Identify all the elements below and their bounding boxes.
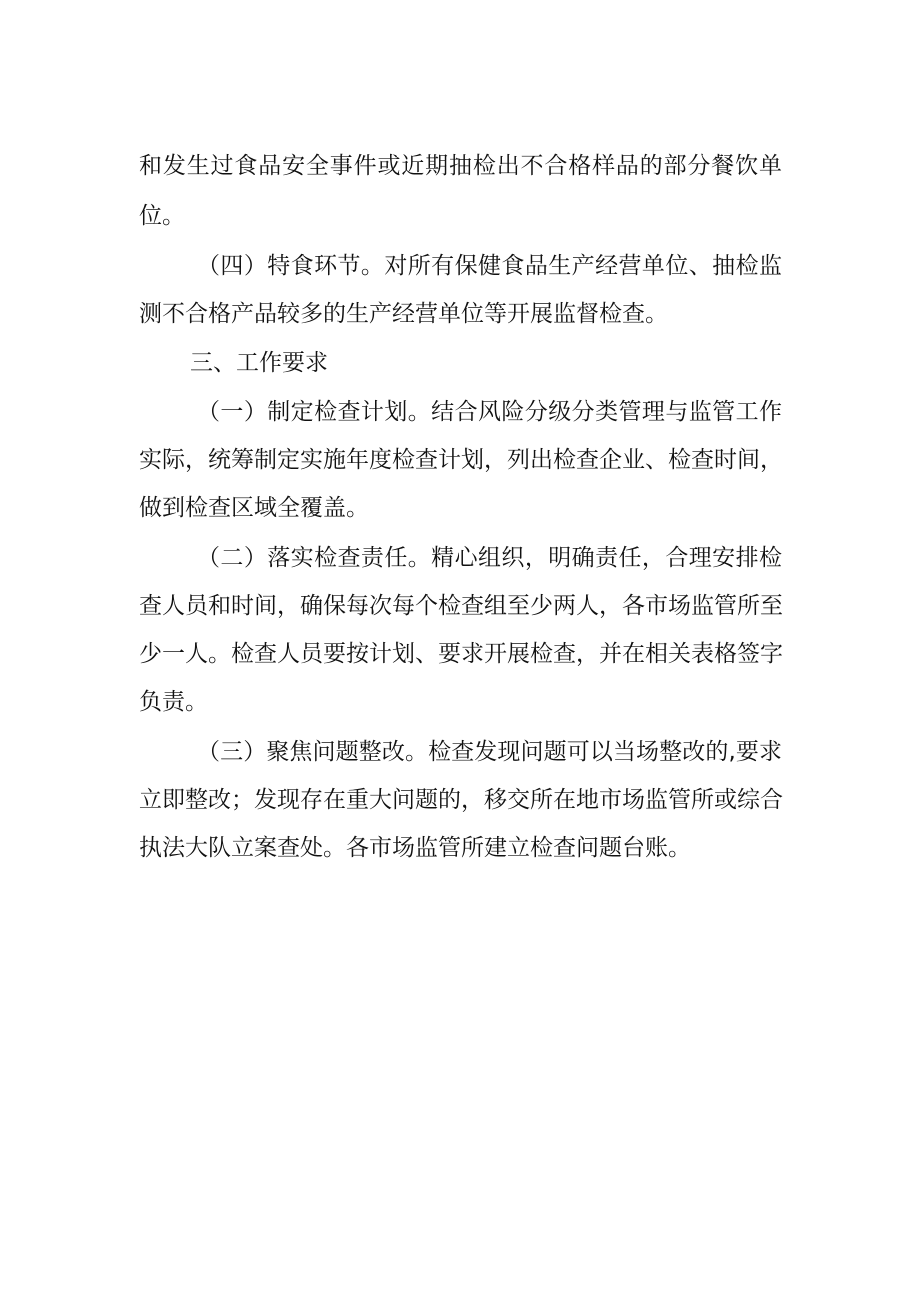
text-line-content: 执法大队立案查处。各市场监管所建立检查问题台账。 <box>139 835 691 861</box>
text-line <box>0 586 920 626</box>
text-line-content: （三）聚焦问题整改。检查发现问题可以当场整改的,要求 <box>197 739 782 765</box>
text-line-content: 做到检查区域全覆盖。 <box>139 495 369 521</box>
text-line-content: 和发生过食品安全事件或近期抽检出不合格样品的部分餐饮单 <box>139 153 782 179</box>
text-line <box>0 246 920 286</box>
text-line <box>0 294 920 334</box>
text-line-content: 立即整改；发现存在重大问题的，移交所在地市场监管所或综合 <box>139 787 783 813</box>
section-heading-text: 三、工作要求 <box>190 350 328 376</box>
text-line <box>0 634 920 674</box>
text-line <box>0 440 920 480</box>
text-line <box>0 196 920 236</box>
text-line-content: 查人员和时间，确保每次每个检查组至少两人，各市场监管所至 <box>139 593 783 619</box>
text-line-content: 实际，统筹制定实施年度检查计划，列出检查企业、检查时间， <box>139 447 783 473</box>
text-line <box>0 392 920 432</box>
text-line-content: 位。 <box>139 203 185 229</box>
text-line <box>0 682 920 722</box>
text-line <box>0 780 920 820</box>
text-line-content: （二）落实检查责任。精心组织，明确责任，合理安排检 <box>197 545 782 571</box>
section-heading <box>0 343 920 383</box>
text-line-content: 少一人。检查人员要按计划、要求开展检查，并在相关表格签字 <box>139 641 783 667</box>
text-line-content: 测不合格产品较多的生产经营单位等开展监督检查。 <box>139 301 668 327</box>
text-line-content: （四）特食环节。对所有保健食品生产经营单位、抽检监 <box>197 253 782 279</box>
text-line <box>0 146 920 186</box>
text-line-content: （一）制定检查计划。结合风险分级分类管理与监管工作 <box>197 399 782 425</box>
text-line <box>0 488 920 528</box>
text-line <box>0 828 920 868</box>
text-line-content: 负责。 <box>139 689 208 715</box>
text-line <box>0 538 920 578</box>
text-line <box>0 732 920 772</box>
